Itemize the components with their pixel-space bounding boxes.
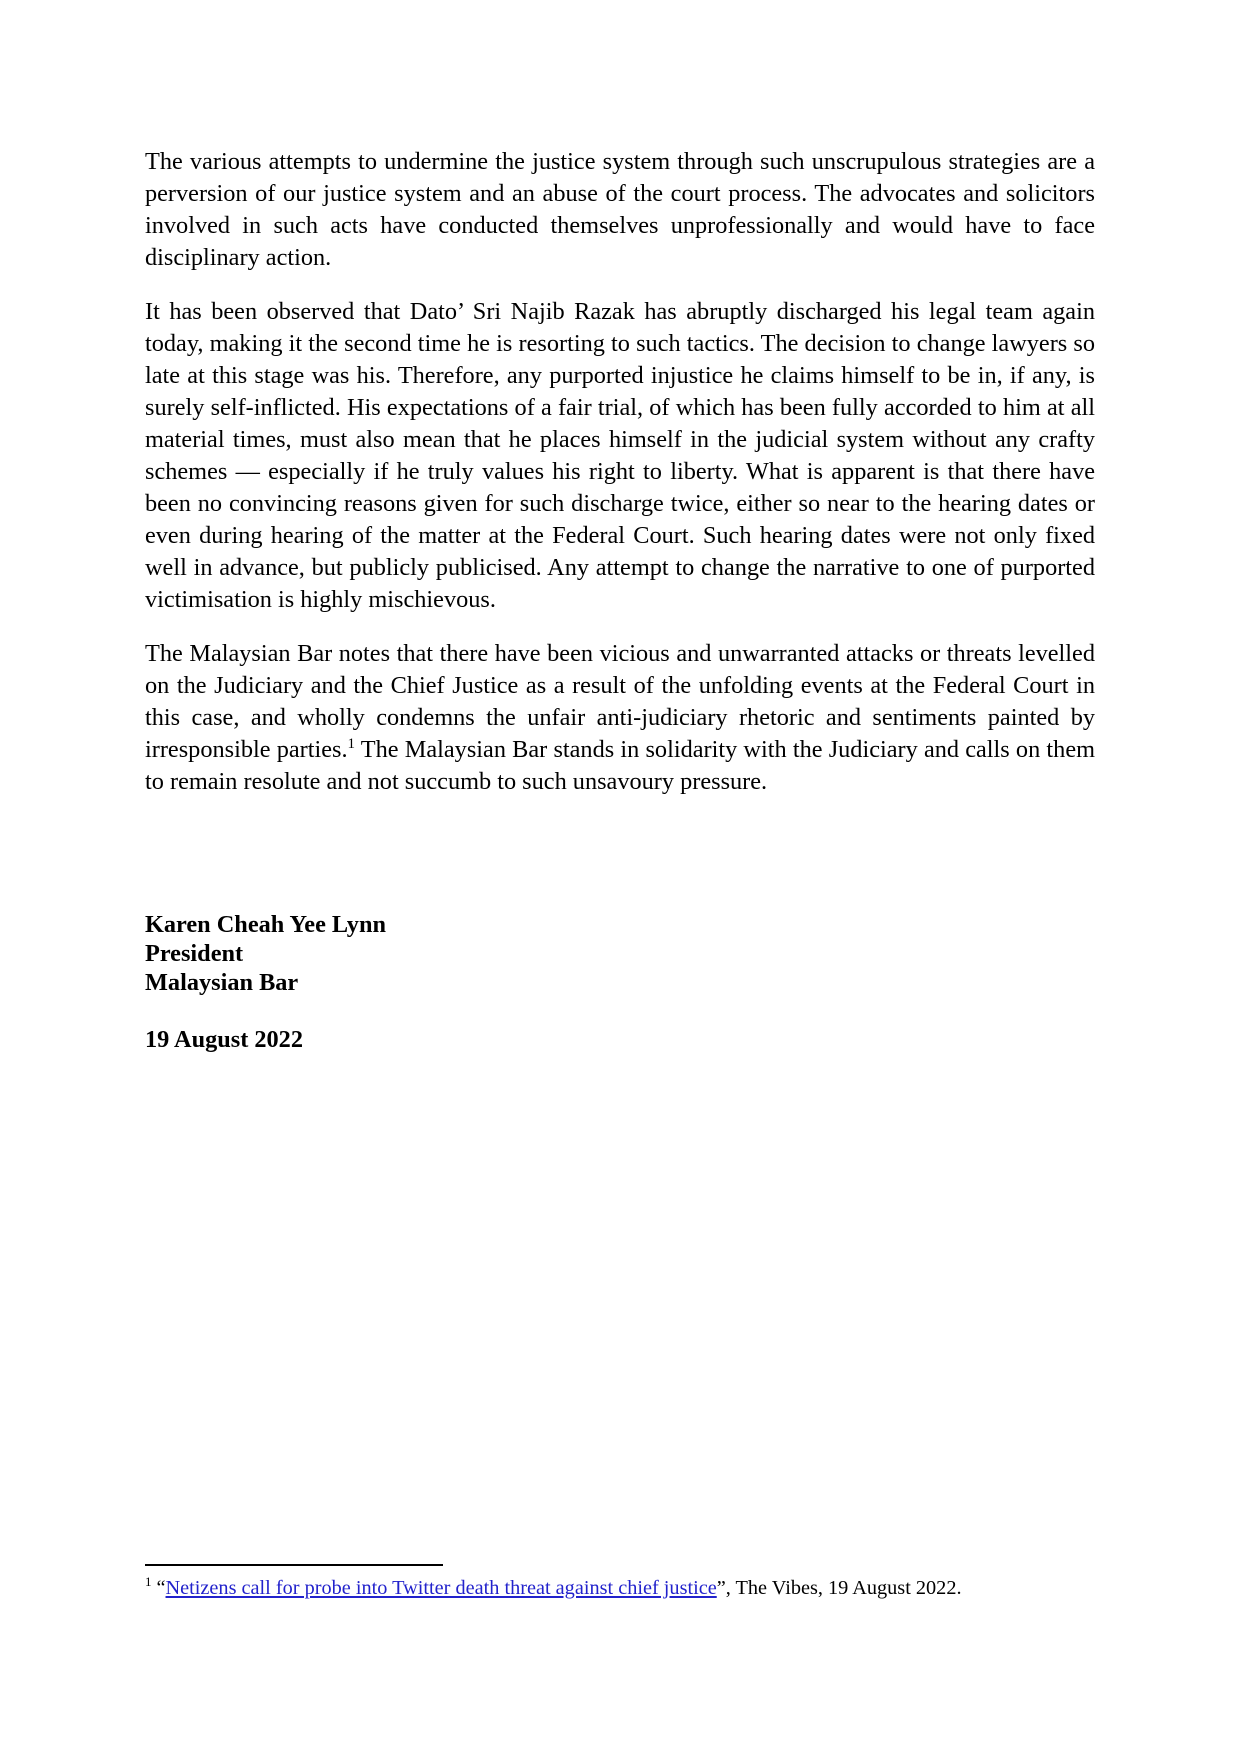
paragraph-3-text-after-footnote: The Malaysian Bar stands in solidarity with the Judiciary and calls on them to remain resolute and not succumb to such unsavoury pressure. (145, 736, 1096, 795)
paragraph-1: The various attempts to undermine the justice system through such unscrupulous strategies are a perversion of our justice system and an abuse of the court process. The advocates and solicitors involved in such acts have conducted themselves unprofessionally and would have to face disciplinary action. (145, 148, 1095, 271)
letter-body (145, 146, 1095, 798)
footnote-citation-text: ”, The Vibes, 19 August 2022. (716, 1577, 962, 1599)
paragraph-3-text-before-footnote: The Malaysian Bar notes that there have been vicious and unwarranted attacks or threats levelled on the Judiciary and the Chief Justice as a result of the unfolding events at the Federal Court in this case, and wholly condemns the unfair anti-judiciary rhetoric and sentiments painted by irresponsible parties. (145, 640, 1095, 763)
signature-block (145, 910, 1095, 1054)
document-date: 19 August 2022 (145, 1026, 303, 1053)
paragraph-3 (145, 638, 1095, 798)
footnote-area (145, 1564, 1095, 1601)
signatory-organization: Malaysian Bar (145, 969, 299, 996)
footnote-open-quote: “ (156, 1577, 166, 1599)
signatory-name: Karen Cheah Yee Lynn (145, 911, 386, 938)
footnote (145, 1576, 1095, 1601)
signatory-title: President (145, 940, 244, 967)
footnote-number: 1 (145, 1574, 152, 1590)
footnote-separator-line (145, 1564, 443, 1566)
paragraph-2: It has been observed that Dato’ Sri Najib Razak has abruptly discharged his legal team again today, making it the second time he is resorting to such tactics. The decision to change lawyers so late at this stage was his. Therefore, any purported injustice he claims himself to be in, if any, is surely self-inflicted. His expectations of a fair trial, of which has been fully accorded to him at all material times, must also mean that he places himself in the judicial system without any crafty schemes — especially if he truly values his right to liberty. What is apparent is that there have been no convincing reasons given for such discharge twice, either so near to the hearing dates or even during hearing of the matter at the Federal Court. Such hearing dates were not only fixed well in advance, but publicly publicised. Any attempt to change the narrative to one of purported victimisation is highly mischievous. (145, 298, 1095, 613)
footnote-reference-marker: 1 (347, 735, 356, 752)
footnote-link[interactable]: Netizens call for probe into Twitter death threat against chief justice (165, 1577, 717, 1599)
